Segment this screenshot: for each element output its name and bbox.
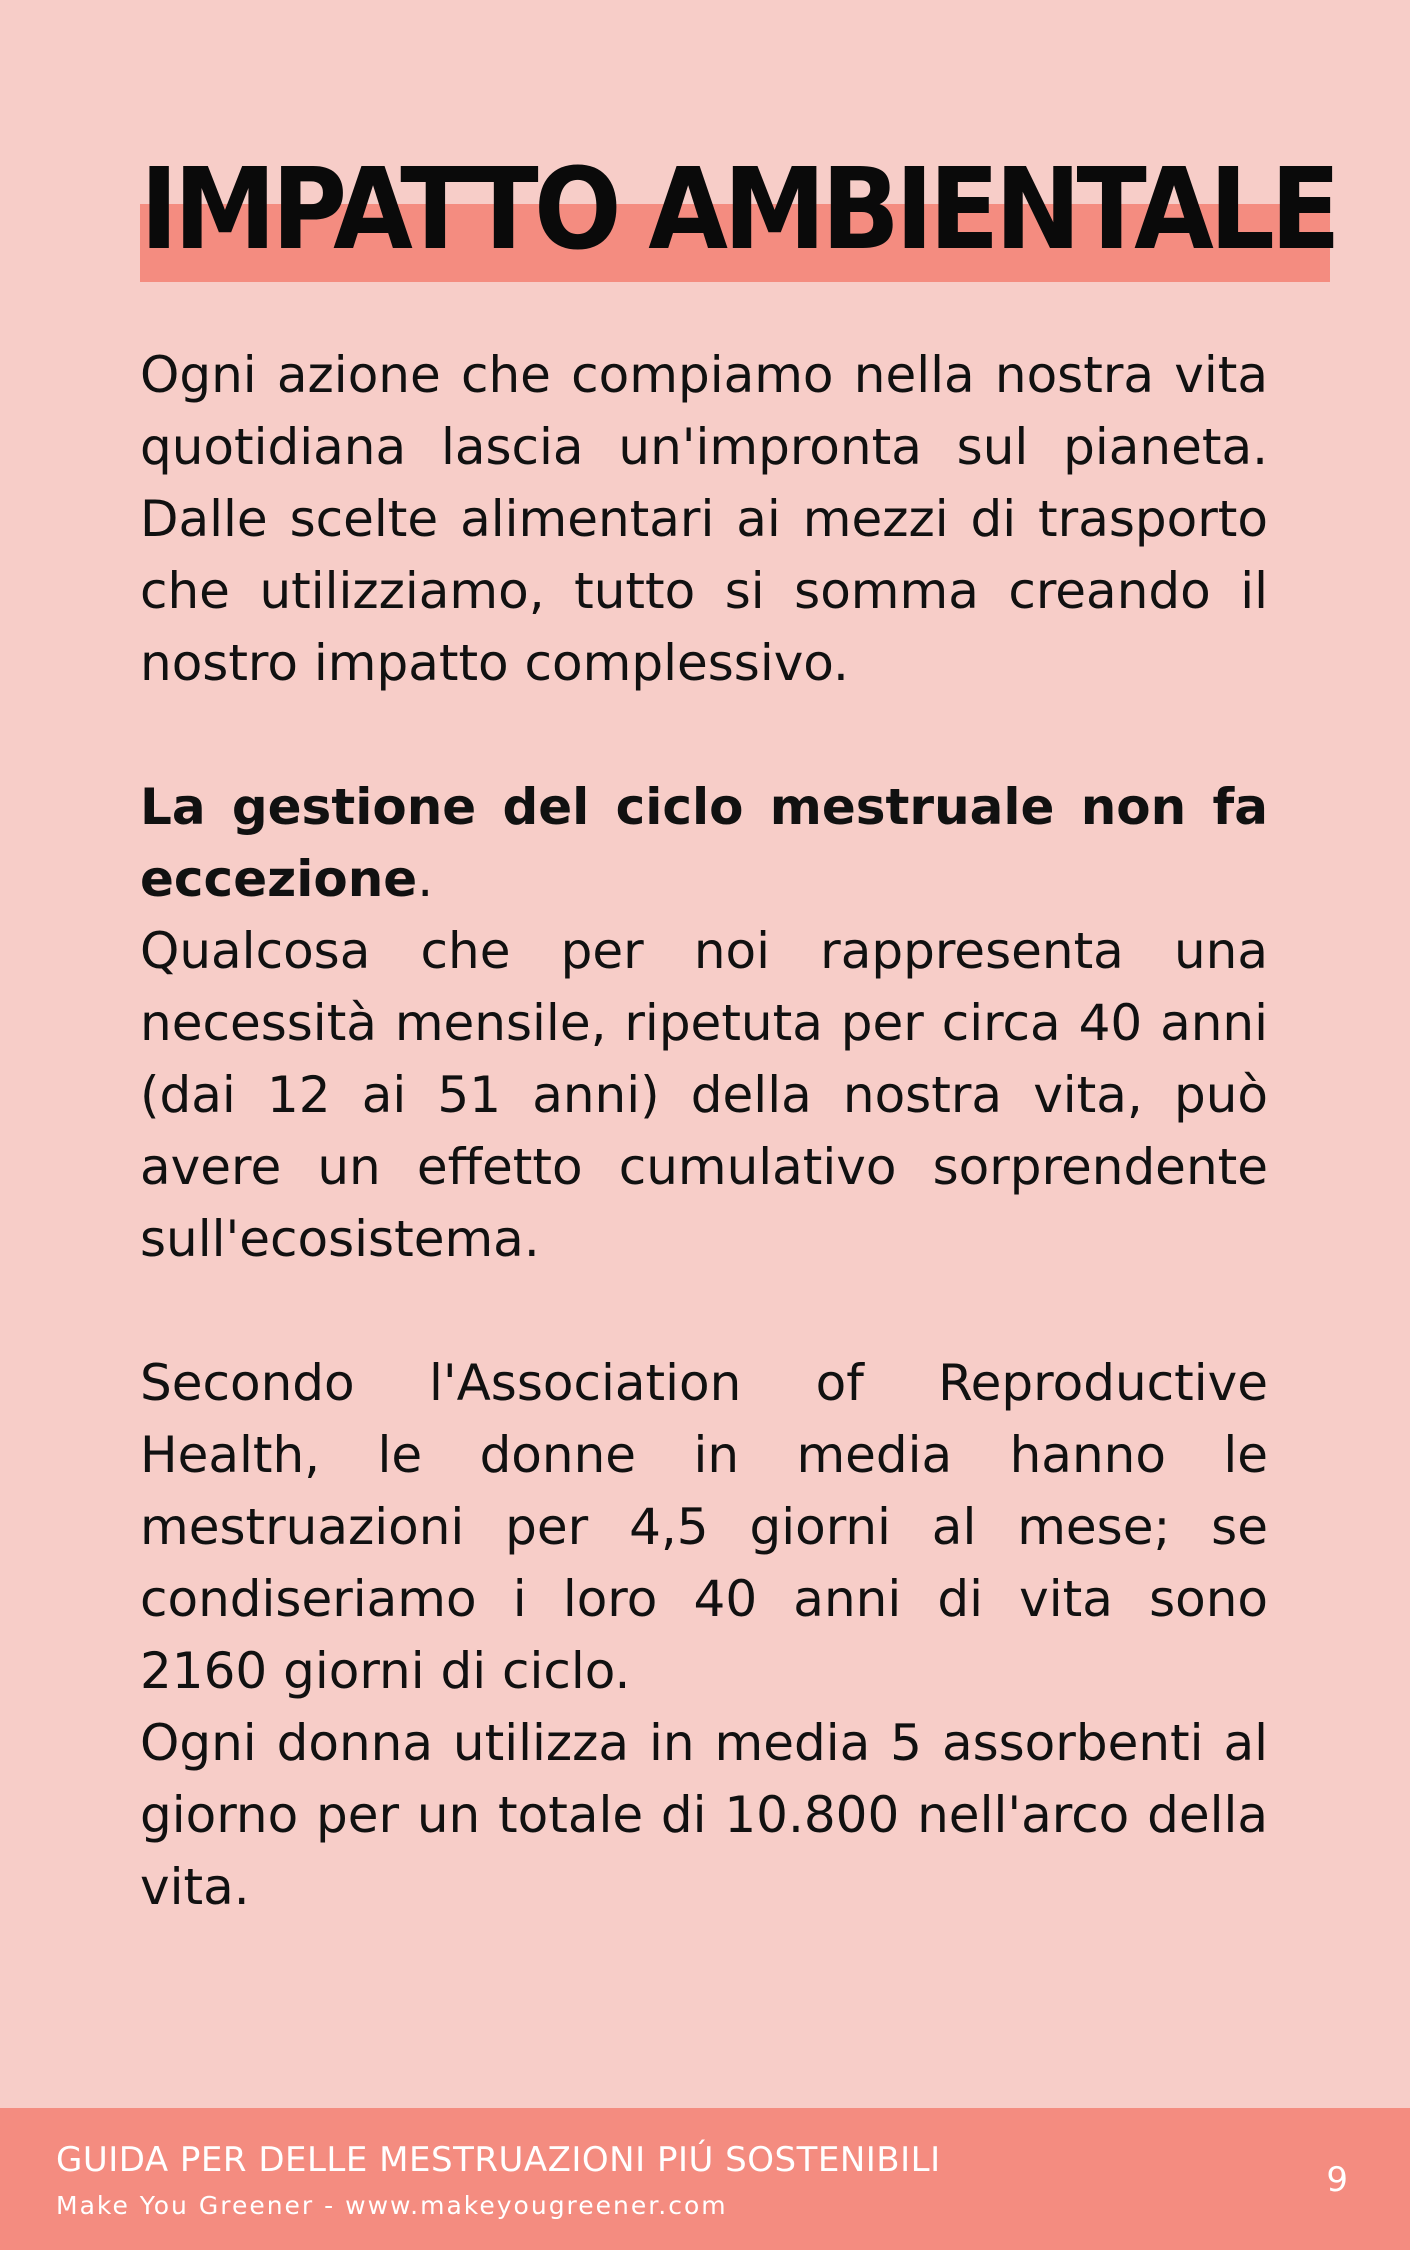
paragraph-spacer xyxy=(140,1275,1268,1347)
paragraph-total-pads: Ogni donna utilizza in media 5 assorbenti al giorno per un totale di 10.800 nell'arco della vita. xyxy=(140,1714,1268,1916)
page-title: IMPATTO AMBIENTALE xyxy=(140,145,1337,275)
footer-guide-title: GUIDA PER DELLE MESTRUAZIONI PIÚ SOSTENIBILI xyxy=(56,2140,941,2180)
paragraph-intro: Ogni azione che compiamo nella nostra vita quotidiana lascia un'impronta sul pianeta. Dalle scelte alimentari ai mezzi di trasporto che utilizziamo, tutto si somma creando il nostro impatto complessivo. xyxy=(140,346,1268,692)
paragraph-cycle xyxy=(140,771,1268,915)
main-content xyxy=(140,339,1268,1923)
bold-statement: La gestione del ciclo mestruale non fa eccezione xyxy=(140,778,1268,908)
footer-website: Make You Greener - www.makeyougreener.com xyxy=(56,2191,728,2220)
paragraph-necessity: Qualcosa che per noi rappresenta una necessità mensile, ripetuta per circa 40 anni (dai 12 ai 51 anni) della nostra vita, può avere un effetto cumulativo sorprendente sull'ecosistema. xyxy=(140,922,1268,1268)
footer-bar xyxy=(0,2108,1410,2250)
title-block xyxy=(140,140,1337,285)
page-number: 9 xyxy=(1326,2160,1348,2200)
paragraph-statistics: Secondo l'Association of Reproductive Health, le donne in media hanno le mestruazioni per 4,5 giorni al mese; se condiseriamo i loro 40 anni di vita sono 2160 giorni di ciclo. xyxy=(140,1354,1268,1700)
bold-statement-period: . xyxy=(417,850,434,908)
paragraph-spacer xyxy=(140,699,1268,771)
